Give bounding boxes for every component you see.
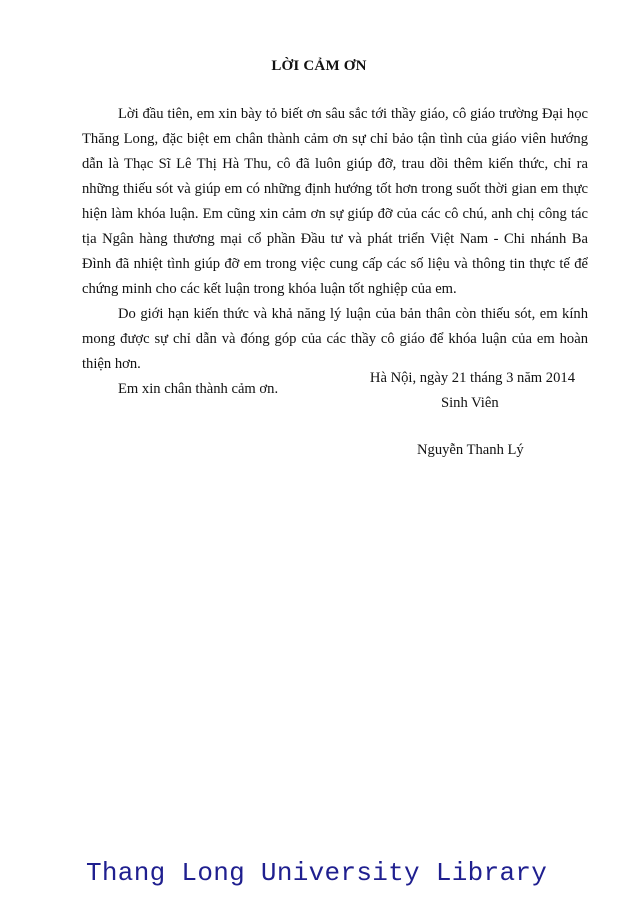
closing-line: Em xin chân thành cảm ơn. bbox=[118, 381, 279, 397]
paragraph-2: Do giới hạn kiến thức và khả năng lý luận của bản thân còn thiếu sót, em kính mong được sự chỉ dẫn và đóng góp của các thầy cô giáo để khóa luận của em hoàn thiện hơn. bbox=[82, 306, 588, 372]
library-watermark: Thang Long University Library bbox=[86, 858, 548, 888]
signature-date: Hà Nội, ngày 21 tháng 3 năm 2014 bbox=[369, 370, 575, 386]
signature-role: Sinh Viên bbox=[441, 395, 499, 411]
document-body bbox=[82, 102, 588, 402]
signature-name: Nguyễn Thanh Lý bbox=[417, 442, 524, 458]
page-title: LỜI CẢM ƠN bbox=[271, 58, 367, 74]
paragraph-1: Lời đầu tiên, em xin bày tỏ biết ơn sâu sắc tới thầy giáo, cô giáo trường Đại học Thăng Long, đặc biệt em chân thành cảm ơn sự chỉ bảo tận tình của giáo viên hướng dẫn là Thạc Sĩ Lê Thị Hà Thu, cô đã luôn giúp đỡ, trau dồi thêm kiến thức, chỉ ra những thiếu sót và giúp em có những định hướng tốt hơn trong suốt thời gian em thực hiện làm khóa luận. Em cũng xin cảm ơn sự giúp đỡ của các cô chú, anh chị công tác tịa Ngân hàng thương mại cổ phần Đầu tư và phát triển Việt Nam - Chi nhánh Ba Đình đã nhiệt tình giúp đỡ em trong việc cung cấp các số liệu và thông tin thực tế để chứng minh cho các kết luận trong khóa luận tốt nghiệp của em. bbox=[82, 106, 588, 297]
